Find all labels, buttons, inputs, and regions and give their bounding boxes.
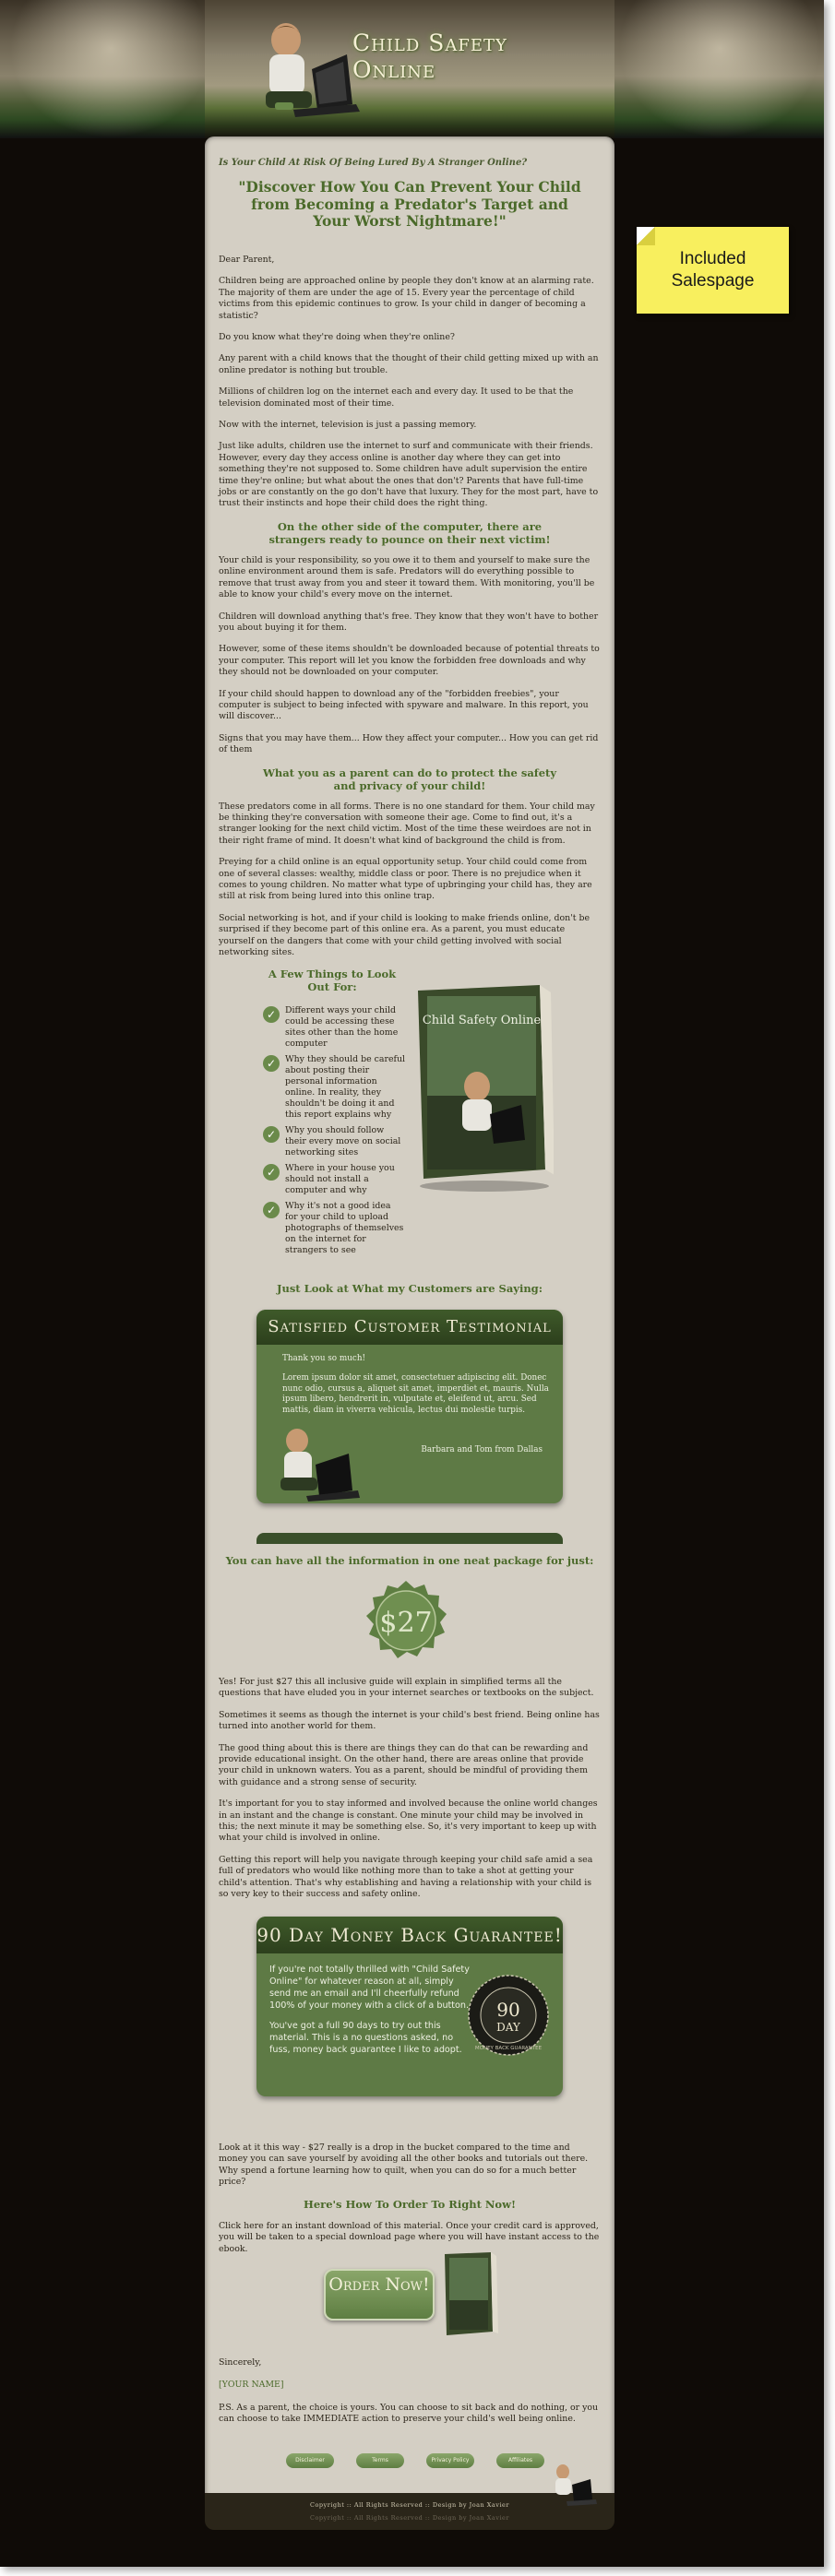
package-title: You can have all the information in one neat package for just: xyxy=(225,1554,594,1567)
intro-paragraph: Millions of children log on the internet each and every day. It used to be that the television dominated most of their time. xyxy=(219,386,574,409)
seal-number: 90 xyxy=(496,1999,520,2021)
list-item: ✓ Why you should follow their every move on social networking sites xyxy=(263,1125,406,1158)
closing-sincerely: Sincerely, xyxy=(219,2357,262,2368)
section3-paragraph: It's important for you to stay informed and involved because the online world changes in an instant and the change is constant. One minute your child may be involved in this; the next minute it may be something else. So, it's very important to keep up with what your child is involved in online. xyxy=(219,1798,598,1844)
section2-paragraph: Preying for a child online is an equal opportunity setup. Your child could come from one of several classes: wealthy, middle class or poor. There is no prejudice when it comes to young children. No matter what type of upbringing your child has, they are still at risk from being lured into this online trap. xyxy=(219,857,592,902)
section2-paragraph: These predators come in all forms. There is no one standard for them. Your child may be thinking they're conversation with someone their age. Come to find out, it's a stranger looking for the next child victim. Most of the time these weirdoes are not in their right frame of mind. It doesn't what kind of background the child is from. xyxy=(219,801,595,846)
look-out-for-section xyxy=(263,968,558,1261)
main-headline: "Discover How You Can Prevent Your Child from Becoming a Predator's Target and Your Worst Nightmare!" xyxy=(238,178,581,231)
guarantee-box xyxy=(256,1917,563,2096)
checkmark-icon: ✓ xyxy=(263,1006,280,1023)
checkmark-icon: ✓ xyxy=(263,1202,280,1218)
testimonial-body xyxy=(256,1345,563,1416)
order-section xyxy=(219,2143,601,2264)
guarantee-seal-icon xyxy=(467,1974,550,2057)
section3-paragraph: Sometimes it seems as though the internet is your child's best friend. Being online has turned into another world for them. xyxy=(219,1709,600,1732)
intro-paragraph: Dear Parent, xyxy=(219,254,275,265)
guarantee-title: 90 Day Money Back Guarantee! xyxy=(256,1917,563,1953)
footer-link-terms[interactable]: Terms xyxy=(356,2453,404,2468)
header-sky-right xyxy=(618,0,821,138)
header-sky-left xyxy=(9,0,212,138)
header-banner xyxy=(0,0,824,138)
intro-paragraph: Any parent with a child knows that the thought of their child getting mixed up with an online predator is nothing but trouble. xyxy=(219,353,599,375)
checkmark-icon: ✓ xyxy=(263,1164,280,1181)
testimonial-text: Lorem ipsum dolor sit amet, consectetuer adipiscing elit. Donec nunc odio, cursus a, aliquet sit amet, imperdiet et, mauris. Nulla ipsum libero, hendrerit in, vulputate et, eleifend ut, arcu. Sed mattis, diam in viverra vehicula, lectus dui molestie turpis. xyxy=(282,1373,549,1415)
price-badge xyxy=(364,1579,448,1664)
footer-nav xyxy=(286,2453,544,2468)
section2-title: What you as a parent can do to protect the safety and privacy of your child! xyxy=(262,766,557,792)
seal-ring-text: MONEY BACK GUARANTEE xyxy=(474,2046,543,2051)
closing-name: [YOUR NAME] xyxy=(219,2380,284,2391)
section2-paragraph: Social networking is hot, and if your child is looking to make friends online, don't be surprised if they become part of this online era. As a parent, you must educate yourself on the dangers that come with your child getting involved with social networking sites. xyxy=(219,912,590,958)
order-now-button[interactable]: Order Now! xyxy=(324,2269,435,2321)
footer-link-affiliates[interactable]: Affiliates xyxy=(496,2453,544,2468)
intro-paragraph: Now with the internet, television is just a passing memory. xyxy=(219,420,477,431)
price-value: $27 xyxy=(379,1607,433,1639)
ebook-cover-image xyxy=(441,2252,498,2337)
section1-paragraph: If your child should happen to download any of the "forbidden freebies", your computer is subject to being infected with spyware and malware. In this report, you will discover... xyxy=(219,688,589,722)
site-title: Child Safety Online xyxy=(352,30,507,83)
tagline: Is Your Child At Risk Of Being Lured By A Stranger Online? xyxy=(219,158,528,168)
seal-word: DAY xyxy=(496,2021,520,2034)
footer-link-disclaimer[interactable]: Disclaimer xyxy=(286,2453,334,2468)
boy-with-laptop-image xyxy=(260,1420,371,1502)
footer-link-privacy-policy[interactable]: Privacy Policy xyxy=(426,2453,474,2468)
order-paragraph: Look at it this way - $27 really is a drop in the bucket compared to the time and money you can save yourself by avoiding all the other books and tutorials out there. Why spend a fortune learning how to quilt, when you can do so for a much better price? xyxy=(219,2143,589,2188)
guarantee-paragraph: You've got a full 90 days to try out this material. This is a no questions asked, no fuss, money back guarantee I like to adopt. xyxy=(269,2020,462,2055)
boy-with-laptop-image xyxy=(544,2461,600,2507)
testimonial-greeting: Thank you so much! xyxy=(282,1354,366,1363)
checkmark-icon: ✓ xyxy=(263,1055,280,1072)
intro-paragraph: Just like adults, children use the internet to surf and communicate with their friends. However, every day they access online is another day where they can get into something they're not supposed to. Some children have adult supervision the entire time they're online; but what about the ones that don't? Parents that have full-time jobs or are constantly on the go don't have that luxury. They for the most part, have to trust their instincts and hope their child does the right thing. xyxy=(219,441,599,509)
list-item: ✓ Different ways your child could be accessing these sites other than the home computer xyxy=(263,1005,406,1050)
copyright-reflection: Copyright :: All Rights Reserved :: Design by Joan Xavier xyxy=(310,2514,509,2522)
section3-paragraph: Yes! For just $27 this all inclusive guide will explain in simplified terms all the questions that have eluded you in your internet searches or textbooks on the subject. xyxy=(219,1677,594,1699)
closing-section xyxy=(219,2357,601,2437)
testimonial-title: Satisfied Customer Testimonial xyxy=(256,1310,563,1345)
included-salespage-sticky-note: Included Salespage xyxy=(637,227,789,314)
testimonial-box-bottom xyxy=(256,1533,563,1544)
checkmark-icon: ✓ xyxy=(263,1126,280,1143)
order-title: Here's How To Order To Right Now! xyxy=(303,2197,517,2211)
copyright: Copyright :: All Rights Reserved :: Design by Joan Xavier xyxy=(310,2501,509,2509)
list-item: ✓ Where in your house you should not install a computer and why xyxy=(263,1163,406,1196)
testimonial-box xyxy=(256,1310,563,1503)
look-out-for-title: A Few Things to Look Out For: xyxy=(268,967,397,993)
section1-paragraph: Children will download anything that's free. They know that they won't have to bother you about buying it for them. xyxy=(219,611,599,633)
customers-title: Just Look at What my Customers are Saying: xyxy=(277,1282,543,1295)
section3 xyxy=(219,1677,601,1911)
closing-ps: P.S. As a parent, the choice is yours. You can choose to sit back and do nothing, or you can choose to take IMMEDIATE action to preserve your child's well being online. xyxy=(219,2402,599,2425)
section1-title: On the other side of the computer, there are strangers ready to pounce on their next victim! xyxy=(268,519,551,546)
section1-paragraph: However, some of these items shouldn't be downloaded because of potential threats to your computer. This report will let you know the forbidden free downloads and why they should not be downloaded on your computer. xyxy=(219,644,600,678)
section3-paragraph: The good thing about this is there are things they can do that can be rewarding and provide educational insight. On the other hand, there are areas online that provide your child in unknown waters. You as a parent, should be mindful of providing them with guidance and a strong sense of security. xyxy=(219,1742,589,1787)
guarantee-paragraph: If you're not totally thrilled with "Child Safety Online" for whatever reason at all, simply send me an email and I'll cheerfully refund 100% of your money with a click of a button. xyxy=(269,1965,470,2011)
testimonial-signature: Barbara and Tom from Dallas xyxy=(421,1445,543,1454)
section1-paragraph: Your child is your responsibility, so you owe it to them and yourself to make sure the online environment around them is safe. Predators will do everything possible to remove that trust away from you and steer it toward them. With monitoring, you'll be able to know your child's every move on the internet. xyxy=(219,554,595,600)
intro-paragraph: Children being are approached online by people they don't know at an alarming rate. The majority of them are under the age of 15. Every year the percentage of child victims from this epidemic continues to grow. Is your child in danger of becoming a statistic? xyxy=(219,276,594,321)
section1-paragraph: Signs that you may have them... How they affect your computer... How you can get rid of them xyxy=(219,732,599,755)
look-out-for-list xyxy=(263,1005,406,1257)
ebook-cover-title: Child Safety Online xyxy=(422,1014,542,1027)
section3-paragraph: Getting this report will help you navigate through keeping your child safe amid a sea full of predators who would like nothing more than to take a shot at getting your child's attention. That's why establishing and having a relationship with your child is so very key to their success and safety online. xyxy=(219,1854,593,1900)
ebook-cover-image xyxy=(411,985,554,1193)
intro-section xyxy=(219,157,601,969)
order-instructions: Click here for an instant download of this material. Once your credit card is approved, you will be taken to a special download page where you will have instant access to the ebook. xyxy=(219,2220,600,2254)
list-item: ✓ Why they should be careful about posting their personal information online. In reality, they shouldn't be doing it and this report explains why xyxy=(263,1054,406,1121)
list-item: ✓ Why it's not a good idea for your child to upload photographs of themselves on the internet for strangers to see xyxy=(263,1201,406,1256)
intro-paragraph: Do you know what they're doing when they're online? xyxy=(219,332,455,342)
